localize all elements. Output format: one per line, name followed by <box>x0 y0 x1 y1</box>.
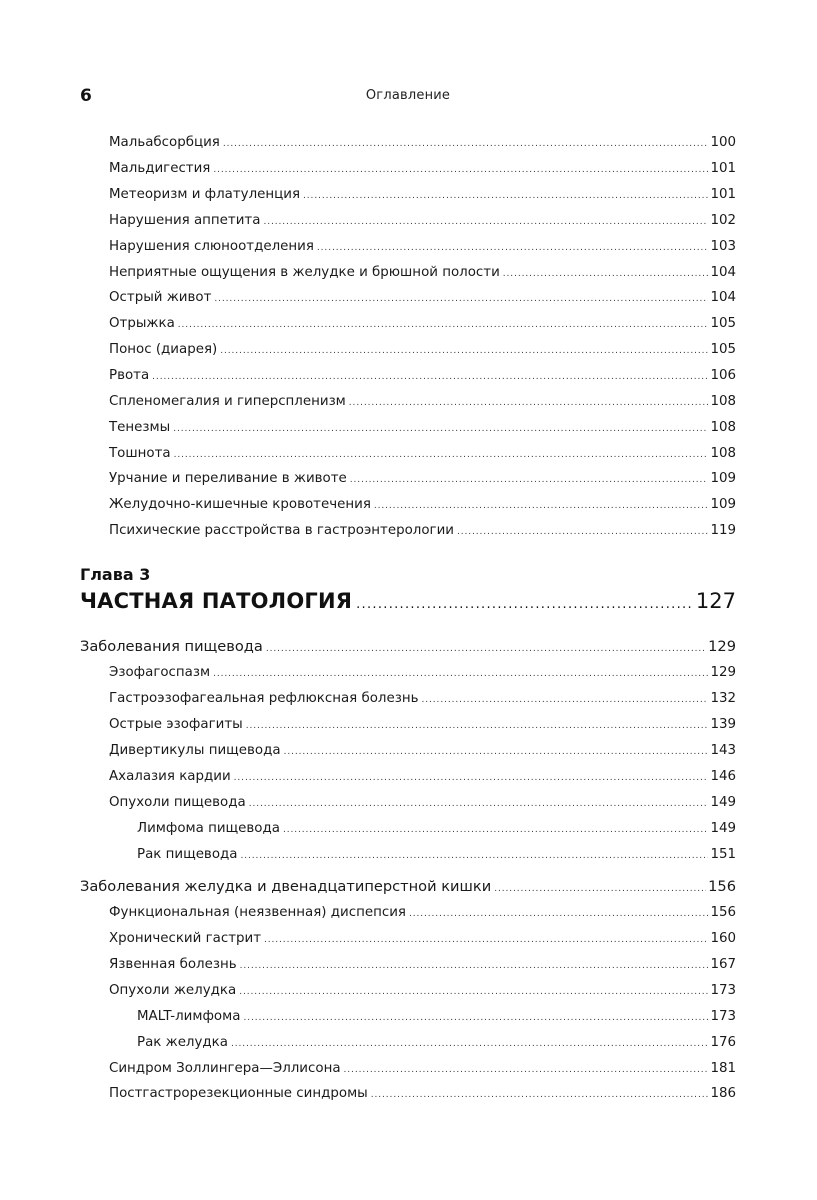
running-header <box>80 86 736 106</box>
dot-leader <box>283 821 709 839</box>
toc-entry[interactable] <box>109 419 736 437</box>
dot-leader <box>344 1061 709 1079</box>
toc-entry-page: 149 <box>710 821 736 836</box>
toc-entry-page: 109 <box>710 471 736 486</box>
chapter-title: ЧАСТНАЯ ПАТОЛОГИЯ <box>80 589 353 613</box>
toc-entry[interactable] <box>109 134 736 152</box>
toc-entry-page: 108 <box>710 446 736 461</box>
toc-entry[interactable] <box>109 930 736 948</box>
toc-entry-page: 102 <box>710 213 736 228</box>
toc-entry-page: 167 <box>710 957 736 972</box>
dot-leader <box>240 847 708 865</box>
toc-entry-page: 132 <box>710 691 736 706</box>
toc-entry-label: Острый живот <box>109 290 212 305</box>
toc-entry-page: 119 <box>710 523 736 538</box>
toc-entry-label: Лимфома пищевода <box>137 821 280 836</box>
dot-leader <box>266 640 706 658</box>
toc-entry-page: 101 <box>710 161 736 176</box>
toc-entry[interactable] <box>109 904 736 922</box>
dot-leader <box>234 769 709 787</box>
toc-entry-label: Рак пищевода <box>137 847 238 862</box>
toc-entry-page: 104 <box>710 265 736 280</box>
toc-entry[interactable] <box>109 393 736 411</box>
dot-leader <box>317 239 709 257</box>
toc-section[interactable] <box>80 638 736 656</box>
toc-entry[interactable] <box>109 470 736 488</box>
toc-entry[interactable] <box>109 1085 736 1103</box>
toc-entry[interactable] <box>109 212 736 230</box>
toc-entry-page: 181 <box>710 1061 736 1076</box>
toc-entry-page: 176 <box>710 1035 736 1050</box>
toc-entry[interactable] <box>109 496 736 514</box>
toc-entry-label: Нарушения аппетита <box>109 213 261 228</box>
toc-entry-page: 109 <box>710 497 736 512</box>
toc-entry-label: Острые эзофагиты <box>109 717 243 732</box>
toc-entry-page: 173 <box>710 1009 736 1024</box>
toc-entry-label: Тенезмы <box>109 420 171 435</box>
dot-leader <box>243 1009 708 1027</box>
toc-entry-page: 104 <box>710 290 736 305</box>
toc-entry-page: 156 <box>710 905 736 920</box>
dot-leader <box>240 957 709 975</box>
dot-leader <box>220 342 708 360</box>
dot-leader <box>284 743 709 761</box>
toc-entry-page: 160 <box>710 931 736 946</box>
toc-entry-page: 129 <box>710 665 736 680</box>
toc-entry-page: 103 <box>710 239 736 254</box>
toc-entry-label: Ахалазия кардии <box>109 769 231 784</box>
dot-leader <box>249 795 709 813</box>
toc-entry[interactable] <box>109 982 736 1000</box>
toc-entry-page: 146 <box>710 769 736 784</box>
dot-leader <box>503 265 709 283</box>
toc-entry-label: MALT-лимфома <box>137 1009 241 1024</box>
toc-entry-page: 105 <box>710 342 736 357</box>
dot-leader <box>350 471 709 489</box>
toc-entry-label: Функциональная (неязвенная) диспепсия <box>109 905 406 920</box>
toc-entry[interactable] <box>109 264 736 282</box>
toc-entry-label: Спленомегалия и гиперспленизм <box>109 394 346 409</box>
toc-entry-label: Синдром Золлингера—Эллисона <box>109 1061 341 1076</box>
toc-entry-label: Эзофагоспазм <box>109 665 211 680</box>
toc-entry[interactable] <box>109 315 736 333</box>
toc-entry-label: Рак желудка <box>137 1035 228 1050</box>
toc-entry-label: Нарушения слюноотделения <box>109 239 314 254</box>
toc-entry-label: Урчание и переливание в животе <box>109 471 347 486</box>
toc-entry-page: 106 <box>710 368 736 383</box>
toc-entry-page: 139 <box>710 717 736 732</box>
dot-leader <box>374 497 709 515</box>
dot-leader <box>303 187 708 205</box>
dot-leader <box>422 691 709 709</box>
page-number: 6 <box>80 86 92 106</box>
toc-entry[interactable] <box>109 742 736 760</box>
dot-leader <box>349 394 709 412</box>
toc-entry-page: 151 <box>710 847 736 862</box>
toc-entry-label: Желудочно-кишечные кровотечения <box>109 497 371 512</box>
toc-entry-page: 101 <box>710 187 736 202</box>
dot-leader <box>239 983 708 1001</box>
dot-leader <box>371 1086 709 1104</box>
toc-entry-label: Неприятные ощущения в желудке и брюшной полости <box>109 265 500 280</box>
toc-entry-page: 100 <box>710 135 736 150</box>
toc-entry-page: 149 <box>710 795 736 810</box>
toc-entry-label: Психические расстройства в гастроэнтерологии <box>109 523 454 538</box>
dot-leader <box>356 597 694 612</box>
dot-leader <box>213 161 708 179</box>
toc-entry-label: Опухоли желудка <box>109 983 237 998</box>
toc-section-page: 129 <box>708 638 736 655</box>
toc-entry-label: Мальабсорбция <box>109 135 220 150</box>
toc-entry-label: Рвота <box>109 368 150 383</box>
toc-entry[interactable] <box>109 956 736 974</box>
dot-leader <box>457 523 708 541</box>
chapter-label: Глава 3 <box>80 565 151 584</box>
running-title: Оглавление <box>365 88 451 103</box>
toc-entry[interactable] <box>109 522 736 540</box>
toc-entry-label: Опухоли пищевода <box>109 795 246 810</box>
toc-entry-page: 108 <box>710 420 736 435</box>
toc-entry[interactable] <box>109 794 736 812</box>
toc-entry-label: Дивертикулы пищевода <box>109 743 281 758</box>
dot-leader <box>178 316 709 334</box>
toc-entry[interactable] <box>109 664 736 682</box>
toc-entry[interactable] <box>109 341 736 359</box>
toc-entry-page: 173 <box>710 983 736 998</box>
toc-entry-label: Гастроэзофагеальная рефлюксная болезнь <box>109 691 419 706</box>
toc-subentry[interactable] <box>137 1034 736 1052</box>
dot-leader <box>246 717 709 735</box>
dot-leader <box>152 368 708 386</box>
toc-entry[interactable] <box>109 690 736 708</box>
dot-leader <box>214 290 708 308</box>
dot-leader <box>231 1035 708 1053</box>
toc-entry-label: Отрыжка <box>109 316 175 331</box>
toc-entry[interactable] <box>109 716 736 734</box>
toc-entry[interactable] <box>109 367 736 385</box>
toc-entry[interactable] <box>109 186 736 204</box>
toc-entry-label: Мальдигестия <box>109 161 211 176</box>
toc-subentry[interactable] <box>137 846 736 864</box>
toc-entry[interactable] <box>109 768 736 786</box>
dot-leader <box>263 213 708 231</box>
toc-subentry[interactable] <box>137 820 736 838</box>
toc-entry-page: 143 <box>710 743 736 758</box>
toc-entry[interactable] <box>109 238 736 256</box>
dot-leader <box>494 880 706 898</box>
chapter-title-entry[interactable] <box>80 589 736 615</box>
toc-entry[interactable] <box>109 289 736 307</box>
dot-leader <box>223 135 709 153</box>
toc-entry-label: Понос (диарея) <box>109 342 218 357</box>
dot-leader <box>213 665 708 683</box>
toc-section-label: Заболевания пищевода <box>80 638 263 655</box>
toc-entry-label: Метеоризм и флатуленция <box>109 187 301 202</box>
toc-entry[interactable] <box>109 1060 736 1078</box>
toc-entry-label: Хронический гастрит <box>109 931 261 946</box>
toc-entry-label: Тошнота <box>109 446 171 461</box>
toc-entry-label: Постгастрорезекционные синдромы <box>109 1086 368 1101</box>
toc-subentry[interactable] <box>137 1008 736 1026</box>
dot-leader <box>174 446 709 464</box>
toc-entry-page: 105 <box>710 316 736 331</box>
dot-leader <box>264 931 708 949</box>
toc-entry-label: Язвенная болезнь <box>109 957 237 972</box>
toc-entry[interactable] <box>109 445 736 463</box>
toc-entry-page: 108 <box>710 394 736 409</box>
toc-entry-page: 186 <box>710 1086 736 1101</box>
toc-section-label: Заболевания желудка и двенадцатиперстной кишки <box>80 878 492 895</box>
dot-leader <box>173 420 708 438</box>
toc-section-page: 156 <box>708 878 736 895</box>
toc-entry[interactable] <box>109 160 736 178</box>
toc-section[interactable] <box>80 878 736 896</box>
chapter-page: 127 <box>695 589 736 613</box>
dot-leader <box>409 905 708 923</box>
